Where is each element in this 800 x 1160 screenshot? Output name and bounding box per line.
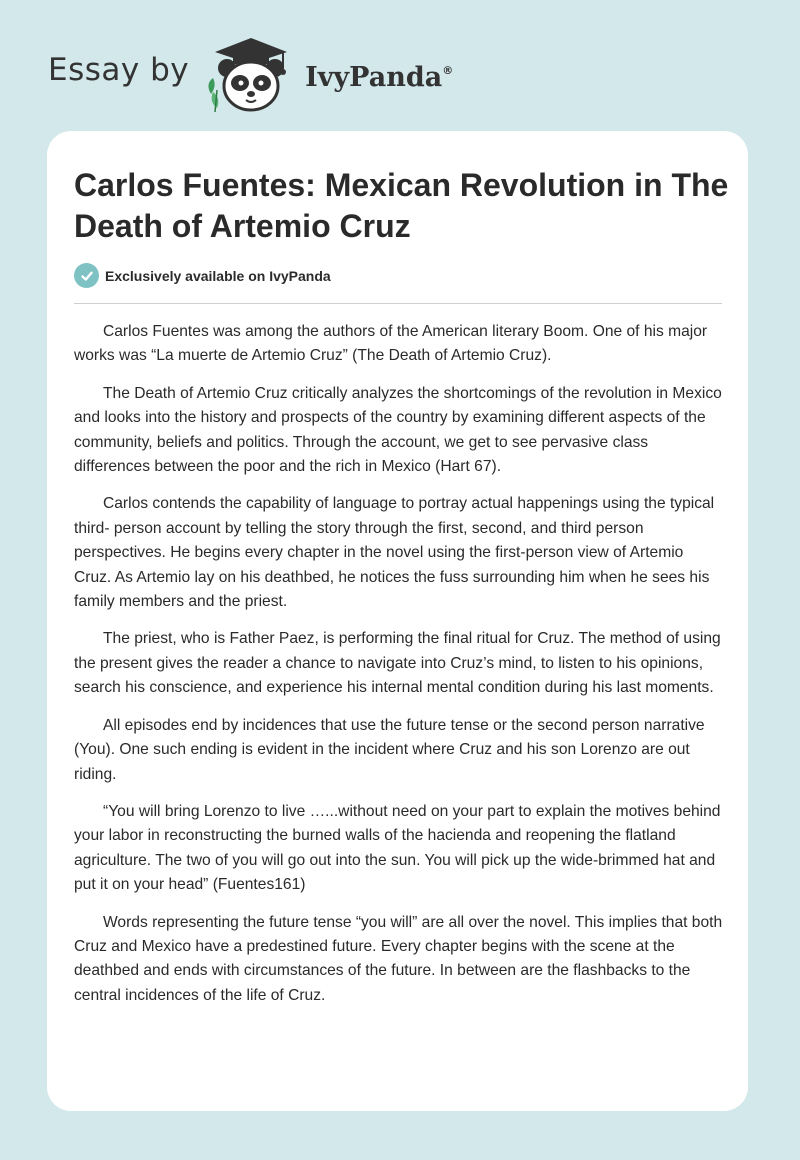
paragraph: All episodes end by incidences that use the future tense or the second person narrative (You). One such ending is evident in the incident where Cruz and his son Lorenzo are out riding. [74, 716, 705, 783]
paragraph: The priest, who is Father Paez, is performing the final ritual for Cruz. The method of using the present gives the reader a chance to navigate into Cruz’s mind, to listen to his opinions, search his conscience, and experience his internal mental condition during his last moments. [74, 630, 721, 697]
divider [74, 303, 722, 304]
registered-mark: ® [442, 63, 454, 77]
essay-card [47, 131, 748, 1111]
paragraph: Carlos contends the capability of language to portray actual happenings using the typical third- person account by telling the story through the first, second, and third person perspectives. He begins every chapter in the novel using the first-person view of Artemio Cruz. As Artemio lay on his deathbed, he notices the fuss surrounding him when he sees his family members and the priest. [74, 495, 715, 611]
paragraph: Words representing the future tense “you will” are all over the novel. This implies that both Cruz and Mexico have a predestined future. Every chapter begins with the scene at the deathbed and ends with circumstances of the future. In between are the flashbacks to the central incidences of the life of Cruz. [74, 913, 723, 1004]
paragraph: Carlos Fuentes was among the authors of the American literary Boom. One of his major works was “La muerte de Artemio Cruz” (The Death of Artemio Cruz). [74, 323, 708, 365]
essay-body [74, 320, 724, 1021]
check-circle-icon [74, 263, 99, 288]
brand-name[interactable]: IvyPanda® [305, 61, 454, 93]
exclusive-badge [74, 263, 331, 288]
panda-graduation-cap-icon[interactable] [203, 34, 299, 114]
site-header [48, 34, 453, 114]
paragraph: The Death of Artemio Cruz critically analyzes the shortcomings of the revolution in Mexico and looks into the history and prospects of the country by examining different aspects of the community, beliefs and politics. Through the account, we get to see pervasive class differences between the poor and the rich in Mexico (Hart 67). [74, 384, 722, 476]
page-title: Carlos Fuentes: Mexican Revolution in The Death of Artemio Cruz [74, 167, 729, 244]
badge-text: Exclusively available on IvyPanda [105, 267, 331, 284]
essay-by-label: Essay by [48, 52, 190, 88]
paragraph: “You will bring Lorenzo to live …...without need on your part to explain the motives behind your labor in reconstructing the burned walls of the hacienda and reopening the flatland agriculture. The two of you will go out into the sun. You will pick up the wide-brimmed hat and put it on your head” (Fuentes161) [74, 802, 721, 894]
